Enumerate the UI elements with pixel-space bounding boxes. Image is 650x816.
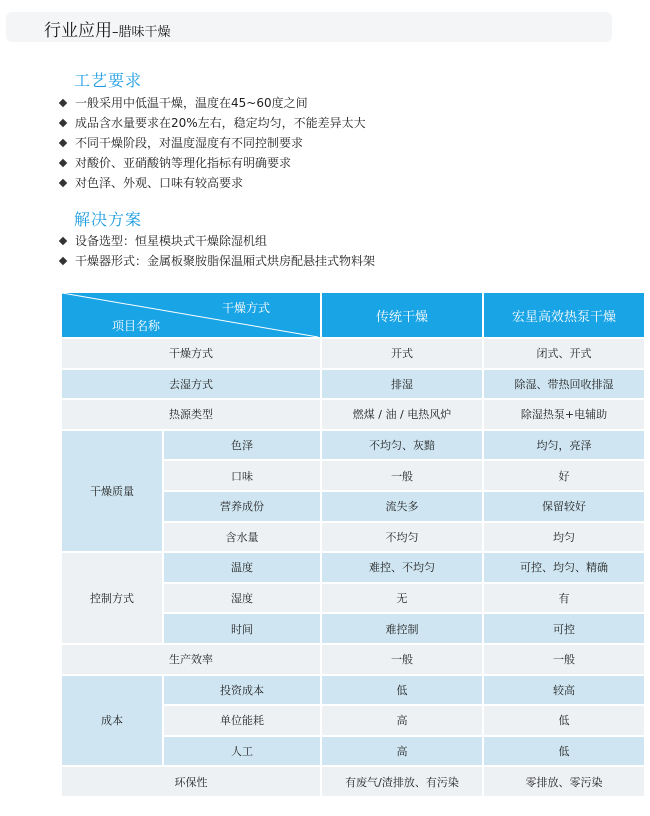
cell-heatpump: 有: [484, 584, 644, 613]
cell-traditional: 燃煤 / 油 / 电热风炉: [322, 400, 482, 429]
table-row: [62, 400, 644, 429]
process-requirements-title: 工艺要求: [74, 71, 143, 90]
diagonal-divider: [62, 293, 318, 337]
row-label: 含水量: [164, 523, 320, 552]
cell-heatpump: 除湿热泵+电辅助: [484, 400, 644, 429]
page-subtitle: –腊味干燥: [112, 25, 171, 40]
bullet-icon: [59, 99, 67, 107]
cell-traditional: 一般: [322, 461, 482, 490]
table-row: [62, 767, 644, 796]
list-item: 对酸价、亚硝酸钠等理化指标有明确要求: [60, 153, 366, 173]
bullet-icon: [59, 237, 67, 245]
group-label-quality: 干燥质量: [62, 431, 162, 551]
table-row: [62, 553, 644, 582]
cell-heatpump: 可控: [484, 614, 644, 643]
cell-traditional: 低: [322, 676, 482, 705]
list-item: 干燥器形式：金属板聚胺脂保温厢式烘房配悬挂式物料架: [60, 251, 375, 271]
row-label: 投资成本: [164, 676, 320, 705]
row-label: 口味: [164, 461, 320, 490]
row-label: 人工: [164, 737, 320, 766]
col-header-heatpump: 宏星高效热泵干燥: [484, 293, 644, 337]
table-row: [62, 370, 644, 399]
cell-traditional: 排湿: [322, 370, 482, 399]
row-label: 环保性: [62, 767, 320, 796]
table-row: [62, 645, 644, 674]
cell-traditional: 不均匀: [322, 523, 482, 552]
cell-heatpump: 均匀: [484, 523, 644, 552]
comparison-table: [60, 291, 646, 798]
row-label: 去湿方式: [62, 370, 320, 399]
bullet-icon: [59, 179, 67, 187]
cell-traditional: 无: [322, 584, 482, 613]
cell-traditional: 一般: [322, 645, 482, 674]
cell-traditional: 高: [322, 737, 482, 766]
cell-heatpump: 低: [484, 737, 644, 766]
row-label: 营养成份: [164, 492, 320, 521]
list-item: 成品含水量要求在20%左右，稳定均匀，不能差异太大: [60, 113, 366, 133]
corner-top-label: 干燥方式: [221, 301, 270, 315]
row-label: 温度: [164, 553, 320, 582]
group-label-cost: 成本: [62, 676, 162, 766]
process-requirements-list: [60, 93, 366, 193]
row-label: 时间: [164, 614, 320, 643]
group-label-control: 控制方式: [62, 553, 162, 643]
bullet-icon: [59, 257, 67, 265]
row-label: 湿度: [164, 584, 320, 613]
list-item: 对色泽、外观、口味有较高要求: [60, 173, 366, 193]
row-label: 生产效率: [62, 645, 320, 674]
cell-traditional: 不均匀、灰黯: [322, 431, 482, 460]
row-label: 色泽: [164, 431, 320, 460]
solution-title: 解决方案: [74, 210, 143, 229]
list-item: 一般采用中低温干燥，温度在45~60度之间: [60, 93, 366, 113]
cell-traditional: 难控制: [322, 614, 482, 643]
page-title: 行业应用–腊味干燥: [44, 21, 171, 41]
cell-traditional: 高: [322, 706, 482, 735]
cell-traditional: 开式: [322, 339, 482, 368]
row-label: 单位能耗: [164, 706, 320, 735]
cell-heatpump: 一般: [484, 645, 644, 674]
cell-heatpump: 闭式、开式: [484, 339, 644, 368]
bullet-icon: [59, 159, 67, 167]
header-bar: [6, 12, 612, 42]
cell-heatpump: 除湿、带热回收排湿: [484, 370, 644, 399]
col-header-traditional: 传统干燥: [322, 293, 482, 337]
cell-heatpump: 低: [484, 706, 644, 735]
row-label: 热源类型: [62, 400, 320, 429]
table-row: [62, 431, 644, 460]
solution-list: [60, 231, 375, 271]
list-item: 不同干燥阶段，对温度湿度有不同控制要求: [60, 133, 366, 153]
cell-heatpump: 可控、均匀、精确: [484, 553, 644, 582]
table-row: [62, 339, 644, 368]
cell-heatpump: 好: [484, 461, 644, 490]
cell-traditional: 难控、不均匀: [322, 553, 482, 582]
cell-heatpump: 保留较好: [484, 492, 644, 521]
corner-bottom-label: 项目名称: [112, 319, 161, 333]
cell-traditional: 流失多: [322, 492, 482, 521]
cell-heatpump: 均匀，亮泽: [484, 431, 644, 460]
bullet-icon: [59, 119, 67, 127]
bullet-icon: [59, 139, 67, 147]
cell-heatpump: 较高: [484, 676, 644, 705]
row-label: 干燥方式: [62, 339, 320, 368]
table-row: [62, 676, 644, 705]
cell-traditional: 有废气/渣排放、有污染: [322, 767, 482, 796]
cell-heatpump: 零排放、零污染: [484, 767, 644, 796]
list-item: 设备选型：恒星模块式干燥除湿机组: [60, 231, 375, 251]
table-corner-header: [62, 293, 320, 337]
